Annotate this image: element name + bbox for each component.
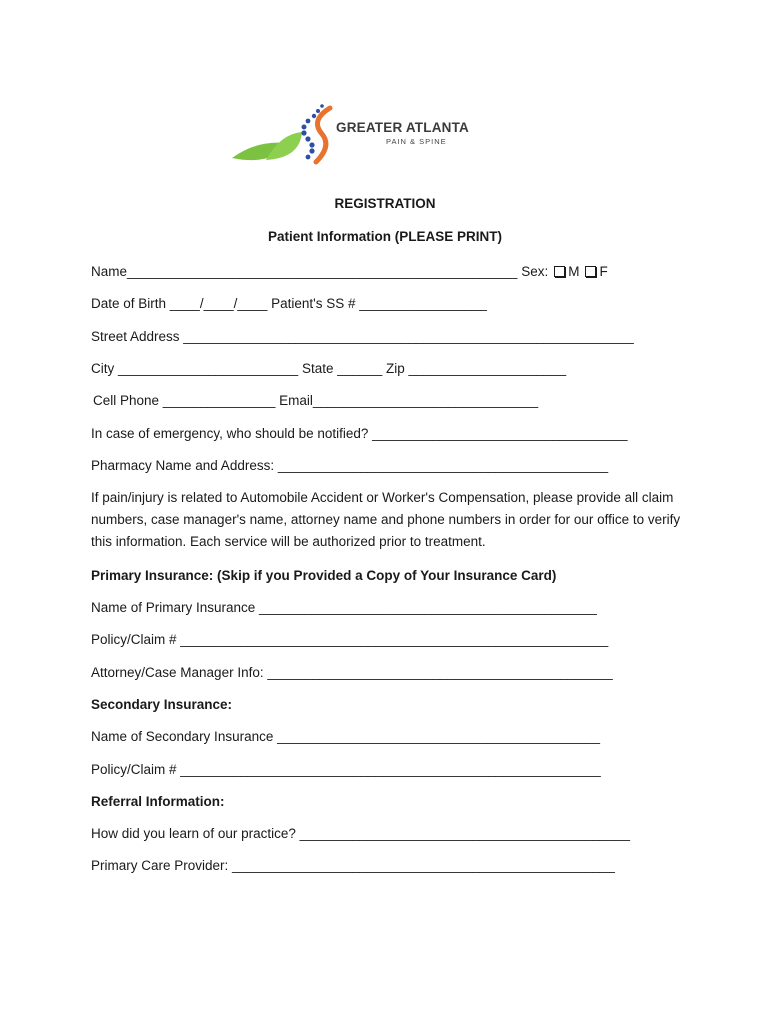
primary-policy-field[interactable]: Policy/Claim # _________________________________________________________ [91, 632, 609, 647]
referral-source-field[interactable]: How did you learn of our practice? ____________________________________________ [91, 826, 630, 841]
attorney-info-field[interactable]: Attorney/Case Manager Info: ______________________________________________ [91, 665, 613, 680]
form-heading: REGISTRATION [334, 196, 436, 211]
street-address-field[interactable]: Street Address ____________________________________________________________ [91, 329, 634, 344]
secondary-policy-field[interactable]: Policy/Claim # ________________________________________________________ [91, 762, 601, 777]
checkbox-male[interactable] [554, 266, 565, 277]
dob-ssn-field[interactable]: Date of Birth ____/____/____ Patient's SS # _________________ [91, 296, 487, 311]
checkbox-female[interactable] [585, 266, 596, 277]
secondary-insurance-name-field[interactable]: Name of Secondary Insurance ___________________________________________ [91, 729, 600, 744]
secondary-insurance-heading: Secondary Insurance: [91, 697, 233, 712]
pharmacy-field[interactable]: Pharmacy Name and Address: ____________________________________________ [91, 458, 609, 473]
logo-subtitle: PAIN & SPINE [386, 137, 447, 146]
referral-heading: Referral Information: [91, 794, 225, 809]
primary-care-provider-field[interactable]: Primary Care Provider: ___________________________________________________ [91, 858, 615, 873]
sex-female-label: F [599, 264, 608, 279]
form-subheading: Patient Information (PLEASE PRINT) [267, 229, 502, 244]
sex-male-label: M [568, 264, 580, 279]
practice-logo [230, 100, 520, 172]
sex-label: Sex: [521, 264, 549, 279]
injury-note: If pain/injury is related to Automobile Accident or Worker's Compensation, please provide all claim numbers, case manager's name, attorney name and phone numbers in order for our office to verify this information. Each service will be authorized prior to treatment. [91, 490, 681, 549]
primary-insurance-heading: Primary Insurance: (Skip if you Provided a Copy of Your Insurance Card) [91, 568, 557, 583]
name-field: Name____________________________________________________ [91, 264, 518, 279]
name-line[interactable] [91, 264, 608, 280]
primary-insurance-name-field[interactable]: Name of Primary Insurance _____________________________________________ [91, 600, 597, 615]
emergency-contact-field[interactable]: In case of emergency, who should be notified? __________________________________ [91, 426, 628, 441]
phone-email-field[interactable]: Cell Phone _______________ Email______________________________ [93, 393, 539, 408]
spine-icon [316, 108, 330, 162]
logo-title: GREATER ATLANTA [336, 120, 469, 135]
city-state-zip-field[interactable]: City ________________________ State ______ Zip _____________________ [91, 361, 567, 376]
